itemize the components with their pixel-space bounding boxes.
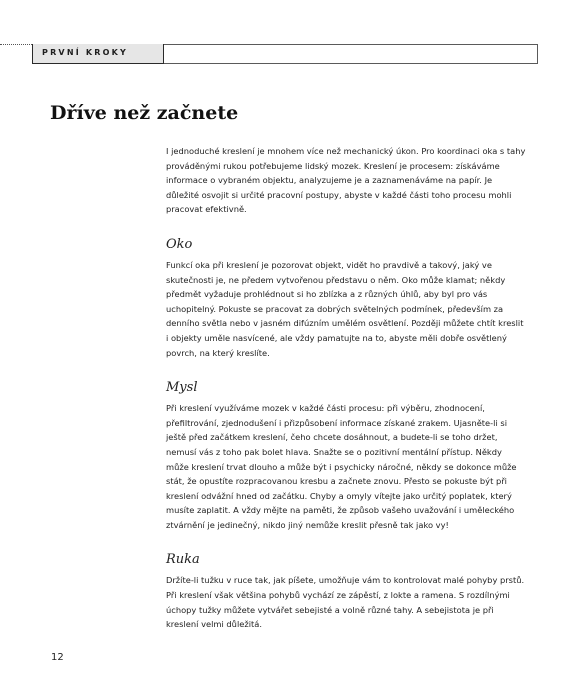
- header-rule: [164, 44, 538, 64]
- section-label: PRVNÍ KROKY: [42, 48, 129, 57]
- article-body: [166, 144, 526, 632]
- section-text-mysl: Při kreslení využíváme mozek v každé části procesu: při výběru, zhodnocení, přefiltrování, zjednodušení i přizpůsobení informace získané zrakem. Ujasněte-li si ještě před začátkem kreslení, čeho chcete dosáhnout, a budete-li se toho držet, nemusí vás z toho pak bolet hlava. Snažte se o pozitivní mentální přístup. Někdy může kreslení trvat dlouho a může být i psychicky náročné, někdy se dokonce může stát, že opustíte rozpracovanou kresbu a začnete znovu. Přesto se pokuste být při kreslení odvážní hned od začátku. Chyby a omyly vítejte jako určitý poplatek, který musíte zaplatit. A vždy mějte na paměti, že způsob vašeho uvažování i uměleckého ztvárnění je jedinečný, nikdo jiný nemůže kreslit přesně tak jako vy!: [166, 403, 517, 530]
- section-text-ruka: Držíte-li tužku v ruce tak, jak píšete, umožňuje vám to kontrolovat malé pohyby prstů. Při kreslení však většina pohybů vychází ze zápěstí, z lokte a ramena. S rozdílnými úchopy tužky můžete vytvářet sebejisté a volně různé tahy. A sebejistota je při kreslení velmi důležitá.: [166, 575, 525, 630]
- section-heading-ruka: Ruka: [166, 552, 200, 568]
- section-header-tab: [32, 44, 164, 64]
- section-heading-oko: Oko: [166, 236, 193, 252]
- page-title: Dříve než začnete: [50, 102, 239, 124]
- page-number: 12: [51, 652, 64, 663]
- intro-paragraph: I jednoduché kreslení je mnohem více než mechanický úkon. Pro koordinaci oka s tahy prováděnými rukou potřebujeme lidský mozek. Kreslení je procesem: získáváme informace o vybraném objektu, analyzujeme je a zaznamenáváme na papír. Je důležité osvojit si určité pracovní postupy, abyste v každé části toho procesu mohli pracovat efektivně.: [166, 146, 526, 215]
- section-text-oko: Funkcí oka při kreslení je pozorovat objekt, vidět ho pravdivě a takový, jaký ve skutečnosti je, ne předem vytvořenou představu o něm. Oko může klamat; někdy předmět vyžaduje prohlédnout si ho zblízka a z různých úhlů, aby byl pro vás uchopitelný. Pokuste se pracovat za dobrých světelných podmínek, především za denního světla nebo v jasném difúzním umělém osvětlení. Později můžete chtít kreslit i objekty uměle nasvícené, ale vždy pamatujte na to, abyste měli dobře osvětlený povrch, na který kreslíte.: [166, 259, 524, 358]
- section-heading-mysl: Mysl: [166, 380, 198, 396]
